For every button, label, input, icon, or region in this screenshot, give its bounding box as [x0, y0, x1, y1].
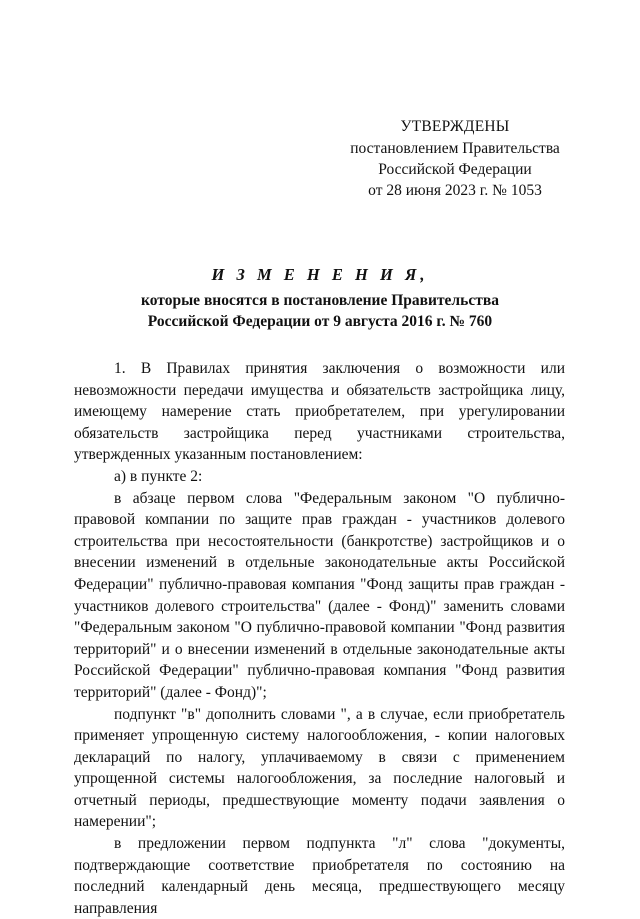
approval-line-3: от 28 июня 2023 г. № 1053: [368, 182, 542, 199]
approval-block: [330, 116, 580, 201]
paragraph-1: 1. В Правилах принятия заключения о возможности или невозможности передачи имущества и обязательств застройщика лицу, имеющему намерение стать приобретателем, при урегулировании обязательств застройщика перед участниками строительства, утвержденных указанным постановлением:: [74, 360, 565, 464]
document-subtitle: [100, 290, 540, 332]
approval-line-1: постановлением Правительства: [350, 140, 560, 157]
subtitle-line-2: Российской Федерации от 9 августа 2016 г. № 760: [147, 313, 493, 330]
paragraph-4: подпункт "в" дополнить словами ", а в случае, если приобретатель применяет упрощенную систему налогообложения, - копии налоговых деклараций по налогу, уплачиваемому в связи с применением упрощенной системы налогообложения, за последние налоговый и отчетный периоды, предшествующие моменту подачи заявления о намерении";: [74, 705, 565, 831]
document-title: И З М Е Н Е Н И Я,: [211, 265, 429, 284]
paragraph-3: в абзаце первом слова "Федеральным законом "О публично-правовой компании по защите прав граждан - участников долевого строительства при несостоятельности (банкротстве) застройщиков и о внесении изменений в отдельные законодательные акты Российской Федерации" публично-правовая компания "Фонд защиты прав граждан - участников долевого строительства" (далее - Фонд)" заменить словами "Федеральным законом "О публично-правовой компании "Фонд развития территорий" и о внесении изменений в отдельные законодательные акты Российской Федерации" публично-правовая компания "Фонд развития территорий" (далее - Фонд)";: [74, 489, 565, 701]
paragraph-2: а) в пункте 2:: [114, 467, 203, 485]
document-body: [74, 358, 565, 919]
subtitle-line-1: которые вносятся в постановление Правительства: [141, 292, 499, 309]
paragraph-5: в предложении первом подпункта "л" слова "документы, подтверждающие соответствие приобретателя по состоянию на последний календарный день месяца, предшествующего месяцу направления: [74, 835, 565, 917]
approval-heading: УТВЕРЖДЕНЫ: [400, 118, 510, 135]
approval-line-2: Российской Федерации: [378, 161, 532, 178]
